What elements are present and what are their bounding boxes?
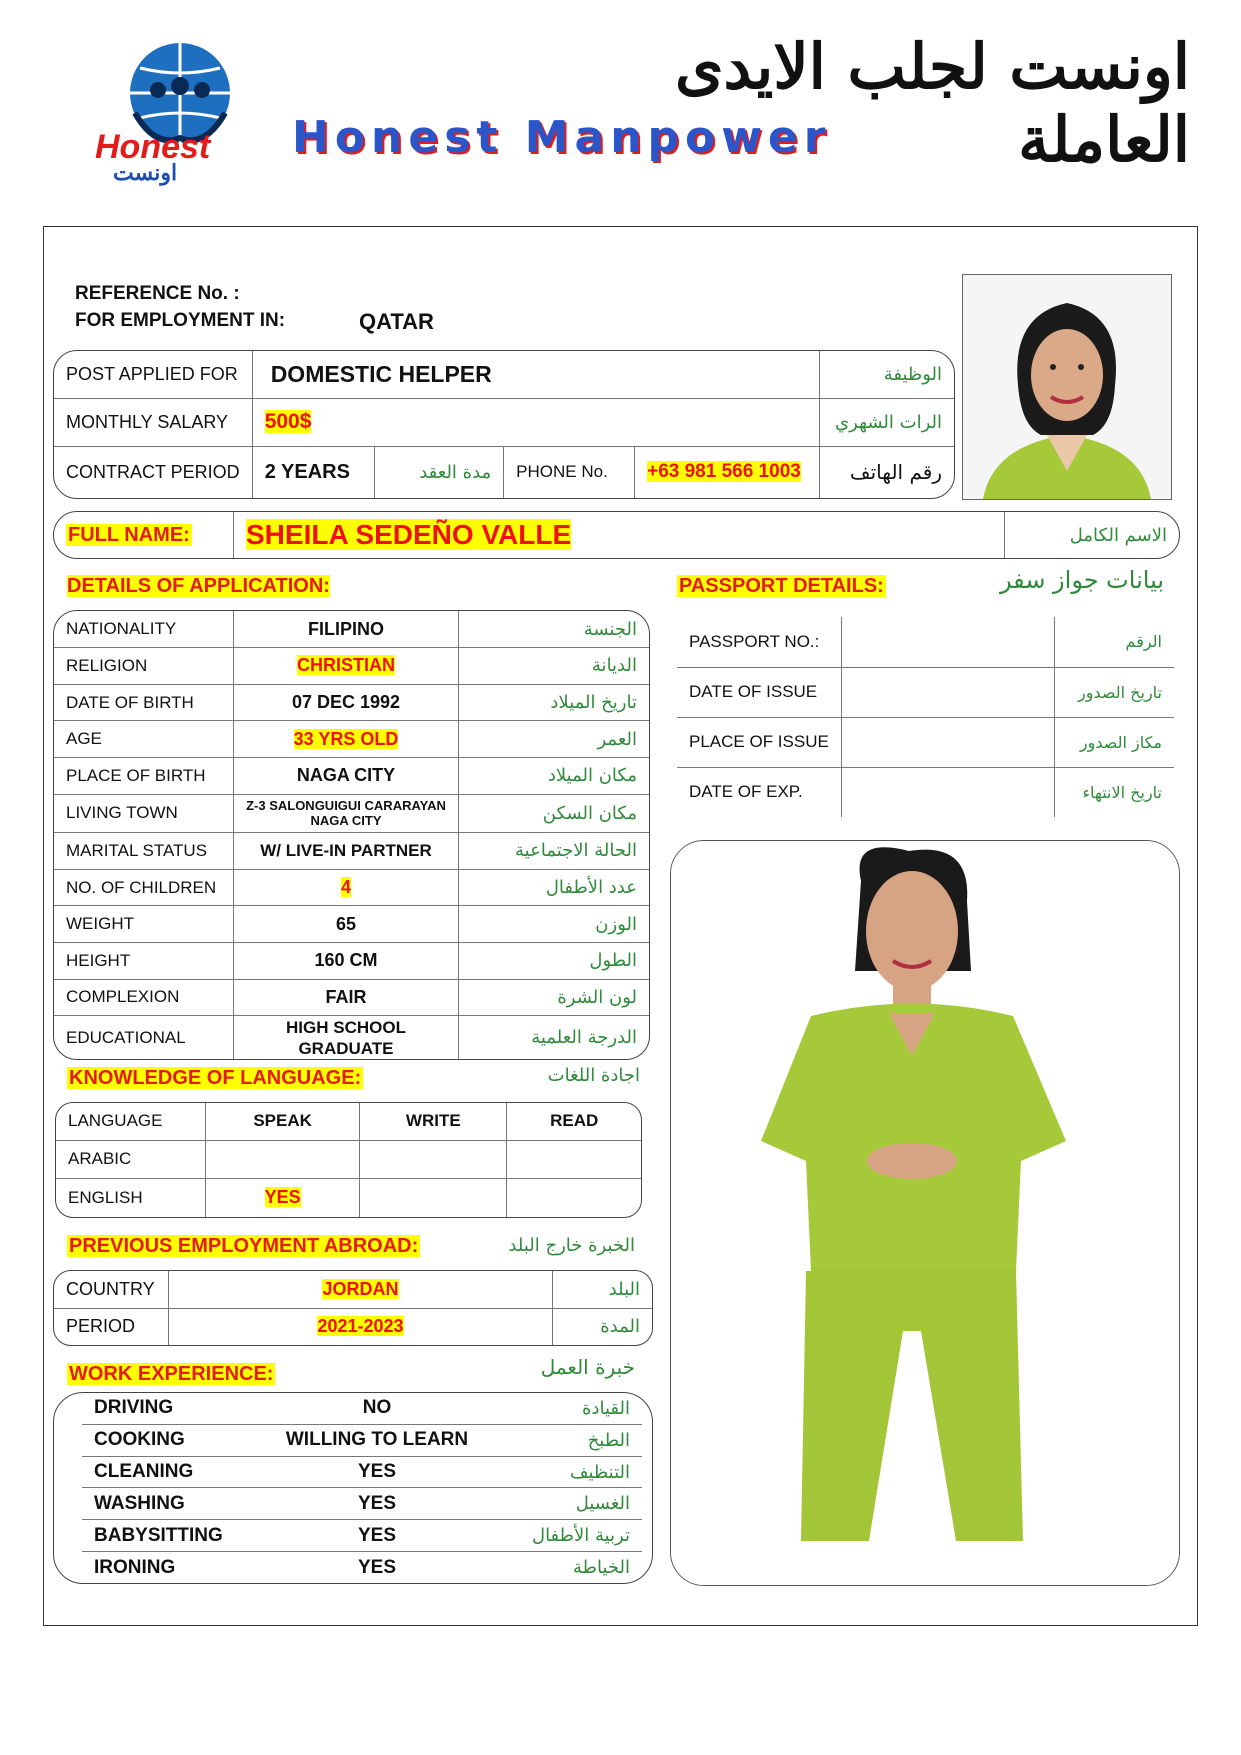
details-arabic: الطول — [459, 943, 650, 980]
language-lang: ENGLISH — [56, 1178, 206, 1217]
employment-label: FOR EMPLOYMENT IN: — [75, 310, 286, 331]
work-arabic: الخياطة — [573, 1557, 630, 1579]
full-name-row — [53, 511, 1180, 559]
details-value-cell — [234, 794, 459, 833]
details-value: NAGA CITY — [296, 765, 396, 786]
details-label: NATIONALITY — [54, 611, 234, 648]
details-row — [54, 721, 649, 758]
full-name-label: FULL NAME: — [68, 523, 190, 546]
passport-row — [677, 667, 1174, 717]
reference-label: REFERENCE No. : — [75, 283, 240, 304]
full-name-value: SHEILA SEDEÑO VALLE — [246, 519, 572, 550]
work-row — [82, 1552, 642, 1583]
work-row — [82, 1393, 642, 1424]
language-row — [56, 1178, 641, 1217]
passport-arabic: تاريخ الانتهاء — [1082, 782, 1162, 802]
details-value: FILIPINO — [308, 618, 384, 639]
details-label: AGE — [54, 721, 234, 758]
work-row — [82, 1488, 642, 1520]
passport-value — [841, 617, 1054, 667]
work-value: NO — [256, 1393, 498, 1424]
brand-name-arabic: اونست لجلب الايدى العاملة — [674, 30, 1190, 176]
details-row — [54, 648, 649, 685]
work-value: YES — [256, 1488, 498, 1520]
details-value-cell — [234, 979, 459, 1016]
language-speak — [206, 1140, 360, 1178]
phone-label: PHONE No. — [504, 446, 635, 498]
post-value: DOMESTIC HELPER — [252, 351, 819, 399]
details-table — [53, 610, 650, 1060]
details-value-cell — [234, 833, 459, 870]
details-value-cell — [234, 721, 459, 758]
language-table — [55, 1102, 642, 1218]
details-arabic: الجنسة — [459, 611, 650, 648]
language-title: KNOWLEDGE OF LANGUAGE: — [69, 1067, 362, 1089]
work-title-arabic: خبرة العمل — [540, 1355, 635, 1379]
work-value: YES — [357, 1556, 397, 1578]
language-read — [507, 1178, 641, 1217]
details-arabic: عدد الأطفال — [459, 869, 650, 906]
passport-label: DATE OF EXP. — [677, 767, 841, 817]
details-value-cell — [234, 943, 459, 980]
details-value-cell — [234, 1016, 459, 1059]
passport-arabic: مكاز الصدور — [1055, 717, 1175, 767]
language-header: LANGUAGE — [56, 1103, 206, 1140]
work-label: BABYSITTING — [82, 1520, 256, 1552]
details-row — [54, 611, 649, 648]
details-value: CHRISTIAN — [297, 655, 395, 676]
logo-text-ar: اونست — [113, 160, 178, 185]
details-label: WEIGHT — [54, 906, 234, 943]
salary-label: MONTHLY SALARY — [54, 399, 252, 447]
work-arabic: التنظيف — [498, 1456, 642, 1488]
brand-name-english: Honest Manpower — [292, 112, 832, 163]
language-write — [360, 1140, 507, 1178]
applicant-full-body-photo — [670, 840, 1180, 1586]
passport-label: PLACE OF ISSUE — [677, 717, 841, 767]
work-table — [53, 1392, 653, 1584]
previous-table — [53, 1270, 653, 1346]
details-title: DETAILS OF APPLICATION: — [67, 575, 330, 597]
details-value: FAIR — [325, 986, 367, 1007]
previous-title-arabic: الخبرة خارج البلد — [508, 1235, 635, 1256]
details-arabic: الحالة الاجتماعية — [459, 833, 650, 870]
passport-value — [841, 767, 1054, 817]
details-arabic: مكان الميلاد — [459, 757, 650, 794]
details-value: W/ LIVE-IN PARTNER — [260, 841, 432, 861]
details-value: 33 YRS OLD — [293, 728, 399, 749]
passport-title-arabic: بيانات جواز سفر — [999, 566, 1164, 594]
details-value-cell — [234, 869, 459, 906]
language-speak — [206, 1178, 360, 1217]
passport-row — [677, 717, 1174, 767]
full-name-arabic: الاسم الكامل — [1069, 524, 1167, 546]
details-label: COMPLEXION — [54, 979, 234, 1016]
details-row — [54, 1016, 649, 1059]
details-arabic: الديانة — [459, 648, 650, 685]
passport-arabic: الرقم — [1055, 617, 1175, 667]
language-header: SPEAK — [206, 1103, 360, 1140]
work-arabic: الغسيل — [498, 1488, 642, 1520]
passport-value — [841, 717, 1054, 767]
details-row — [54, 684, 649, 721]
work-label: CLEANING — [82, 1456, 256, 1488]
work-label: IRONING — [94, 1556, 176, 1578]
details-row — [54, 869, 649, 906]
work-arabic: الطبخ — [498, 1424, 642, 1456]
details-value: 65 — [335, 913, 357, 934]
language-read — [507, 1140, 641, 1178]
work-row — [82, 1520, 642, 1552]
details-row — [54, 943, 649, 980]
language-row — [56, 1140, 641, 1178]
details-arabic: الوزن — [459, 906, 650, 943]
post-label: POST APPLIED FOR — [54, 351, 252, 399]
details-value: 160 CM — [314, 950, 378, 971]
logo-text-en: Honest — [95, 128, 211, 166]
details-arabic: لون الشرة — [459, 979, 650, 1016]
details-value: 07 DEC 1992 — [291, 692, 401, 713]
details-arabic: العمر — [459, 721, 650, 758]
language-title-arabic: اجادة اللغات — [547, 1065, 640, 1086]
work-row — [82, 1456, 642, 1488]
passport-table — [677, 617, 1174, 817]
company-logo — [95, 38, 270, 188]
language-header-row — [56, 1103, 641, 1140]
post-arabic: الوظيفة — [819, 351, 954, 399]
contract-arabic: مدة العقد — [375, 446, 504, 498]
previous-period-label: PERIOD — [54, 1308, 169, 1345]
details-value-cell — [234, 906, 459, 943]
previous-period-arabic: المدة — [600, 1316, 640, 1338]
details-arabic: الدرجة العلمية — [531, 1027, 637, 1049]
language-speak-value: YES — [264, 1187, 301, 1208]
post-table — [53, 350, 955, 499]
details-arabic: تاريخ الميلاد — [459, 684, 650, 721]
details-row — [54, 794, 649, 833]
work-label: WASHING — [82, 1488, 256, 1520]
work-value: YES — [256, 1456, 498, 1488]
language-lang: ARABIC — [56, 1140, 206, 1178]
details-label: EDUCATIONAL — [54, 1016, 234, 1059]
details-label: HEIGHT — [54, 943, 234, 980]
details-label: NO. OF CHILDREN — [54, 869, 234, 906]
work-label: COOKING — [82, 1424, 256, 1456]
passport-row — [677, 617, 1174, 667]
details-label: LIVING TOWN — [54, 794, 234, 833]
details-row — [54, 833, 649, 870]
details-row — [54, 757, 649, 794]
employment-country: QATAR — [359, 309, 434, 334]
details-value-line2: NAGA CITY — [310, 813, 382, 829]
language-header: READ — [507, 1103, 641, 1140]
details-arabic: مكان السكن — [459, 794, 650, 833]
details-value: HIGH SCHOOL GRADUATE — [286, 1017, 406, 1058]
salary-value: 500$ — [264, 410, 312, 434]
work-arabic: تربية الأطفال — [498, 1520, 642, 1552]
passport-row — [677, 767, 1174, 817]
previous-country-arabic: البلد — [553, 1271, 653, 1308]
previous-country-label: COUNTRY — [54, 1271, 169, 1308]
language-header: WRITE — [360, 1103, 507, 1140]
work-arabic: القيادة — [498, 1393, 642, 1424]
work-value: WILLING TO LEARN — [256, 1424, 498, 1456]
previous-period-value: 2021-2023 — [317, 1316, 404, 1337]
details-value-cell — [234, 648, 459, 685]
work-title: WORK EXPERIENCE: — [69, 1363, 274, 1385]
passport-value — [841, 667, 1054, 717]
details-value-cell — [234, 757, 459, 794]
details-value: Z-3 SALONGUIGUI CARARAYAN — [246, 798, 446, 814]
work-row — [82, 1424, 642, 1456]
previous-title: PREVIOUS EMPLOYMENT ABROAD: — [69, 1235, 419, 1257]
work-value: YES — [256, 1520, 498, 1552]
salary-arabic: الرات الشهري — [819, 399, 954, 447]
applicant-portrait-photo — [962, 274, 1172, 500]
details-label: DATE OF BIRTH — [54, 684, 234, 721]
details-value-cell — [234, 684, 459, 721]
details-label: PLACE OF BIRTH — [54, 757, 234, 794]
passport-label: PASSPORT NO.: — [677, 617, 841, 667]
phone-arabic: رقم الهاتف — [849, 460, 942, 485]
language-write — [360, 1178, 507, 1217]
details-value: 4 — [340, 877, 351, 898]
details-row — [54, 979, 649, 1016]
passport-arabic: تاريخ الصدور — [1055, 667, 1175, 717]
details-label: MARITAL STATUS — [54, 833, 234, 870]
contract-label: CONTRACT PERIOD — [54, 446, 252, 498]
details-row — [54, 906, 649, 943]
passport-title: PASSPORT DETAILS: — [679, 575, 884, 597]
work-label: DRIVING — [82, 1393, 256, 1424]
previous-country-value: JORDAN — [322, 1278, 399, 1299]
contract-value: 2 YEARS — [252, 446, 374, 498]
details-value-cell — [234, 611, 459, 648]
passport-label: DATE OF ISSUE — [677, 667, 841, 717]
phone-value: +63 981 566 1003 — [647, 461, 801, 483]
details-label: RELIGION — [54, 648, 234, 685]
